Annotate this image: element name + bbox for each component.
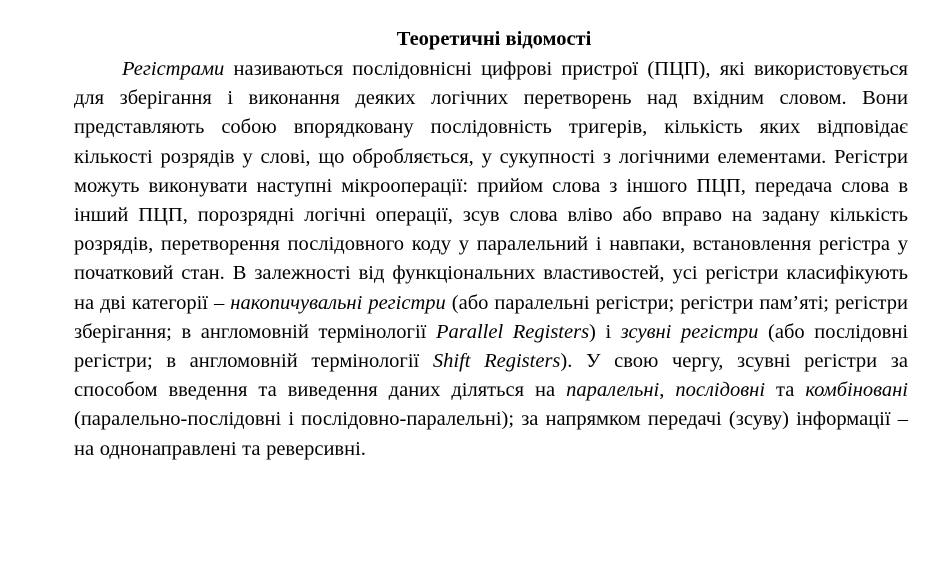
- text-run: ). У свою чергу, зсувні регістри за способом введення та виведення даних діляться на: [74, 350, 908, 402]
- text-run: та: [765, 379, 806, 402]
- text-run: накопичувальні регістри: [230, 291, 446, 314]
- text-run: комбіновані: [805, 379, 908, 402]
- text-run: зсувні регістри: [620, 320, 759, 343]
- text-run: Shift Registers: [432, 350, 561, 373]
- text-run: Регістрами: [122, 58, 225, 80]
- body-paragraph: [74, 55, 908, 464]
- text-run: послідовні: [675, 379, 766, 402]
- text-run: називаються послідовнісні цифрові пристрої (ПЦП), які використовується для зберігання і виконання деяких логічних перетворень над вхідним словом. Вони представляють собою впорядковану послідовність тригерів, кількість яких відповідає кількості розрядів у слові, що обробляється, у сукупності з логічними елементами. Регістри можуть виконувати наступні мікрооперації: прийом слова з іншого ПЦП, передача слова в інший ПЦП, порозрядні логічні операції, зсув слова вліво або вправо на задану кількість розрядів, перетворення послідовного коду у паралельний і навпаки, встановлення регістра у початковий стан. В залежності від функціональних властивостей, усі регістри класифікують на дві категорії –: [74, 58, 908, 314]
- text-run: ,: [659, 379, 676, 402]
- text-run: (паралельно-послідовні і послідовно-паралельні); за напрямком передачі (зсуву) інформації – на однонаправлені та реверсивні.: [74, 408, 908, 460]
- text-run: ) і: [589, 320, 621, 343]
- text-run: (або послідовні регістри; в англомовній термінології: [74, 320, 909, 373]
- section-title: Теоретичні відомості: [396, 28, 592, 50]
- text-run: паралельні: [566, 379, 660, 402]
- text-run: (або паралельні регістри; регістри пам’яті; регістри зберігання; в англомовній термінології: [74, 291, 908, 343]
- text-run: Parallel Registers: [435, 320, 590, 343]
